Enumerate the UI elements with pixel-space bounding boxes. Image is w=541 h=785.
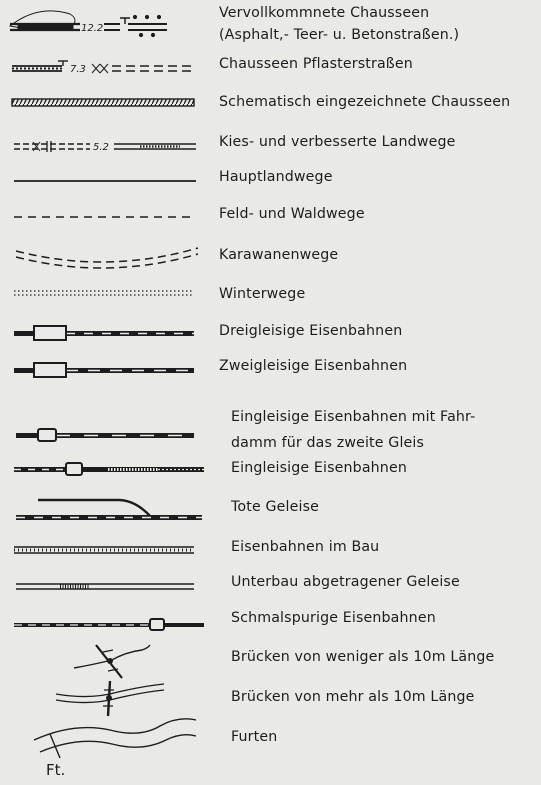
label-vervollkommnete-chausseen: Vervollkommnete Chausseen xyxy=(219,5,430,21)
label-eisenbahnen-im-bau: Eisenbahnen im Bau xyxy=(231,539,380,555)
label-bruecken-mehr-10m: Brücken von mehr als 10m Länge xyxy=(231,689,475,705)
symbol-bruecken-mehr-10m xyxy=(56,681,164,716)
sample-label-12-2: 12.2 xyxy=(81,23,104,34)
sample-label-5-2: 5.2 xyxy=(93,142,109,153)
ford-sample-label: Ft. xyxy=(46,761,66,779)
symbol-eisenbahnen-im-bau xyxy=(14,547,194,553)
label-eingleisige-fahrdamm: Eingleisige Eisenbahnen mit Fahr- xyxy=(231,409,476,425)
label-feld-waldwege: Feld- und Waldwege xyxy=(219,206,365,222)
label-winterwege: Winterwege xyxy=(219,286,306,302)
symbol-kies-landwege xyxy=(14,141,196,153)
symbol-karawanenwege xyxy=(16,248,198,268)
symbol-vervollkommnete-chausseen xyxy=(10,11,167,37)
symbol-winterwege xyxy=(14,291,192,295)
label-kies-landwege: Kies- und verbesserte Landwege xyxy=(219,134,456,150)
label-bruecken-weniger-10m: Brücken von weniger als 10m Länge xyxy=(231,649,495,665)
symbol-bruecken-weniger-10m xyxy=(74,645,150,678)
label-schmalspurige-eisenbahnen: Schmalspurige Eisenbahnen xyxy=(231,610,436,626)
symbol-schmalspurige-eisenbahnen xyxy=(14,619,204,630)
symbol-schematische-chausseen xyxy=(12,99,194,106)
symbol-unterbau-geleise xyxy=(16,584,194,589)
label-vervollkommnete-chausseen-sub: (Asphalt,- Teer- u. Betonstraßen.) xyxy=(219,27,460,43)
symbol-chausseen-pflasterstrassen xyxy=(12,61,196,75)
label-karawanenwege: Karawanenwege xyxy=(219,247,339,263)
label-tote-geleise: Tote Geleise xyxy=(231,499,319,515)
label-zweigleisige-eisenbahnen: Zweigleisige Eisenbahnen xyxy=(219,358,408,374)
symbol-tote-geleise xyxy=(16,500,202,520)
label-chausseen-pflasterstrassen: Chausseen Pflasterstraßen xyxy=(219,56,413,72)
symbol-furten xyxy=(34,719,196,779)
symbol-eingleisige-eisenbahnen xyxy=(14,463,204,475)
symbol-dreigleisige-eisenbahnen xyxy=(14,326,194,340)
label-eingleisige-eisenbahnen: Eingleisige Eisenbahnen xyxy=(231,460,407,476)
sample-label-7-3: 7.3 xyxy=(70,64,86,75)
symbol-eingleisige-fahrdamm xyxy=(16,429,194,441)
label-schematische-chausseen: Schematisch eingezeichnete Chausseen xyxy=(219,94,511,110)
label-dreigleisige-eisenbahnen: Dreigleisige Eisenbahnen xyxy=(219,323,403,339)
label-eingleisige-fahrdamm-sub: damm für das zweite Gleis xyxy=(231,435,425,451)
label-hauptlandwege: Hauptlandwege xyxy=(219,169,333,185)
symbol-zweigleisige-eisenbahnen xyxy=(14,363,194,377)
label-furten: Furten xyxy=(231,729,278,745)
label-unterbau-geleise: Unterbau abgetragener Geleise xyxy=(231,574,460,590)
